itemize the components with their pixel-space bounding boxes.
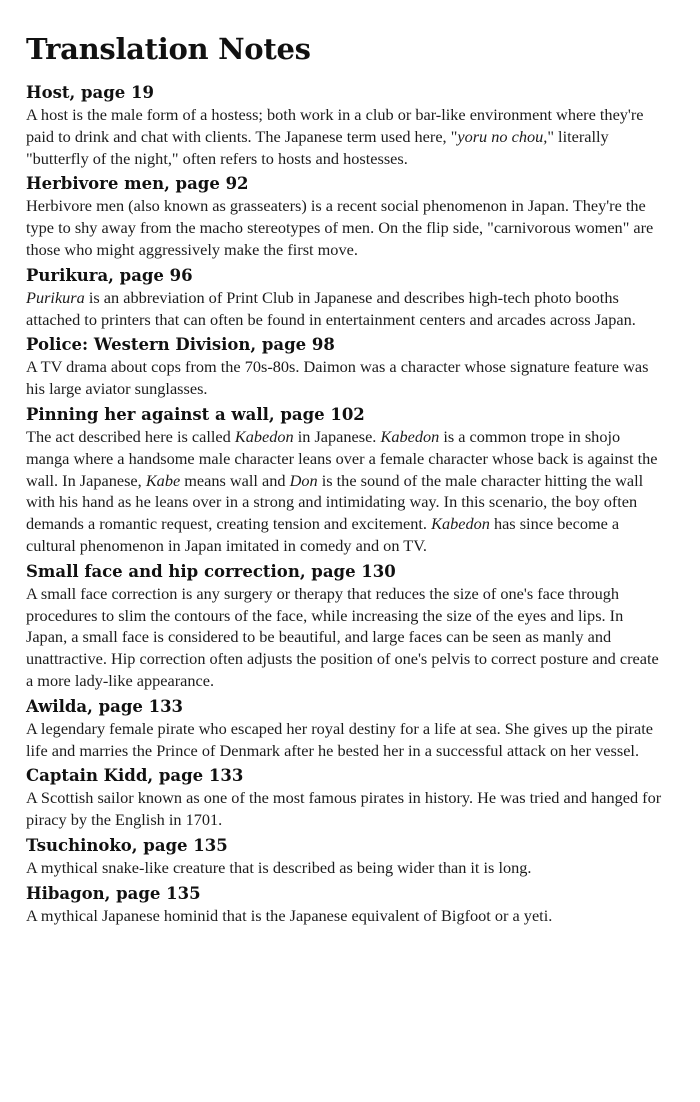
note-text: A legendary female pirate who escaped her royal destiny for a life at sea. She gives up the pirate life and marries the Prince of Denmark after he bested her in a successful attack on her vessel. xyxy=(26,718,654,760)
note-item xyxy=(26,561,662,692)
note-italic-term: Kabedon xyxy=(431,514,490,534)
note-text: The act described here is called xyxy=(26,426,235,446)
note-text: A Scottish sailor known as one of the most famous pirates in history. He was tried and hanged for piracy by the English in 1701. xyxy=(26,788,662,830)
note-body xyxy=(26,195,662,260)
note-text: is an abbreviation of Print Club in Japanese and describes high-tech photo booths attached to printers that can often be found in entertainment centers and arcades across Japan. xyxy=(26,287,636,329)
note-body xyxy=(26,426,662,557)
note-heading: Hibagon, page 135 xyxy=(26,883,201,903)
note-italic-term: Kabe xyxy=(145,470,181,490)
note-text: Herbivore men (also known as grasseaters) is a recent social phenomenon in Japan. They're the type to shy away from the macho stereotypes of men. On the flip side, "carnivorous women" are those who might aggressively make the first move. xyxy=(26,196,654,259)
note-item xyxy=(26,265,662,331)
note-heading: Small face and hip correction, page 130 xyxy=(26,561,396,581)
note-italic-term: Don xyxy=(289,470,318,490)
note-italic-term: Kabedon xyxy=(380,426,440,446)
note-heading: Police: Western Division, page 98 xyxy=(26,335,335,355)
note-item xyxy=(26,765,662,831)
note-body xyxy=(26,718,662,762)
note-text: A mythical Japanese hominid that is the Japanese equivalent of Bigfoot or a yeti. xyxy=(26,905,553,925)
note-text: is the sound of the male character hitting the wall with his hand as he leans over in a strong and intimidating way. In this scenario, the boy often demands a romantic request, creating tension and excitement. xyxy=(26,470,644,534)
translation-notes-page xyxy=(26,30,662,931)
note-body xyxy=(26,905,662,927)
note-text: A small face correction is any surgery or therapy that reduces the size of one's face through procedures to slim the contours of the face, while increasing the size of the eyes and lips. In Japan, a small face is considered to be beautiful, and large faces can be seen as manly and unattractive. Hip correction often adjusts the position of one's pelvis to correct posture and create a more lady-like appearance. xyxy=(26,583,659,690)
note-item xyxy=(26,696,662,762)
note-heading: Herbivore men, page 92 xyxy=(26,174,249,194)
note-heading: Tsuchinoko, page 135 xyxy=(26,835,228,855)
note-text: is a common trope in shojo manga where a handsome male character leans over a female character whose back is against the wall. In Japanese, xyxy=(26,426,658,490)
note-text: A host is the male form of a hostess; both work in a club or bar-like environment where they're paid to drink and chat with clients. The Japanese term used here, " xyxy=(26,105,644,146)
note-text: in Japanese. xyxy=(293,426,381,446)
note-body xyxy=(26,857,662,879)
note-text: A mythical snake-like creature that is described as being wider than it is long. xyxy=(26,857,532,877)
notes-list xyxy=(26,82,662,927)
note-item xyxy=(26,334,662,400)
note-item xyxy=(26,404,662,557)
note-text: has since become a cultural phenomenon in Japan imitated in comedy and on TV. xyxy=(26,514,620,555)
note-text: A TV drama about cops from the 70s-80s. Daimon was a character whose signature feature was his large aviator sunglasses. xyxy=(26,357,649,399)
note-italic-term: Kabedon xyxy=(234,426,294,446)
note-body xyxy=(26,583,662,692)
note-heading: Purikura, page 96 xyxy=(26,265,193,285)
page-title: Translation Notes xyxy=(26,32,311,66)
note-italic-term: Purikura xyxy=(26,287,85,307)
note-heading: Captain Kidd, page 133 xyxy=(26,766,244,786)
note-italic-term: yoru no chou, xyxy=(457,126,548,146)
note-heading: Awilda, page 133 xyxy=(26,696,184,716)
note-item xyxy=(26,835,662,879)
note-item xyxy=(26,173,662,260)
note-item xyxy=(26,883,662,927)
note-body xyxy=(26,787,662,831)
note-text: " literally "butterfly of the night," often refers to hosts and hostesses. xyxy=(26,126,609,168)
note-body xyxy=(26,356,662,400)
note-item xyxy=(26,82,662,169)
note-text: means wall and xyxy=(180,470,290,490)
note-body xyxy=(26,287,662,331)
note-heading: Pinning her against a wall, page 102 xyxy=(26,404,365,424)
note-heading: Host, page 19 xyxy=(26,83,154,102)
note-body xyxy=(26,104,662,169)
